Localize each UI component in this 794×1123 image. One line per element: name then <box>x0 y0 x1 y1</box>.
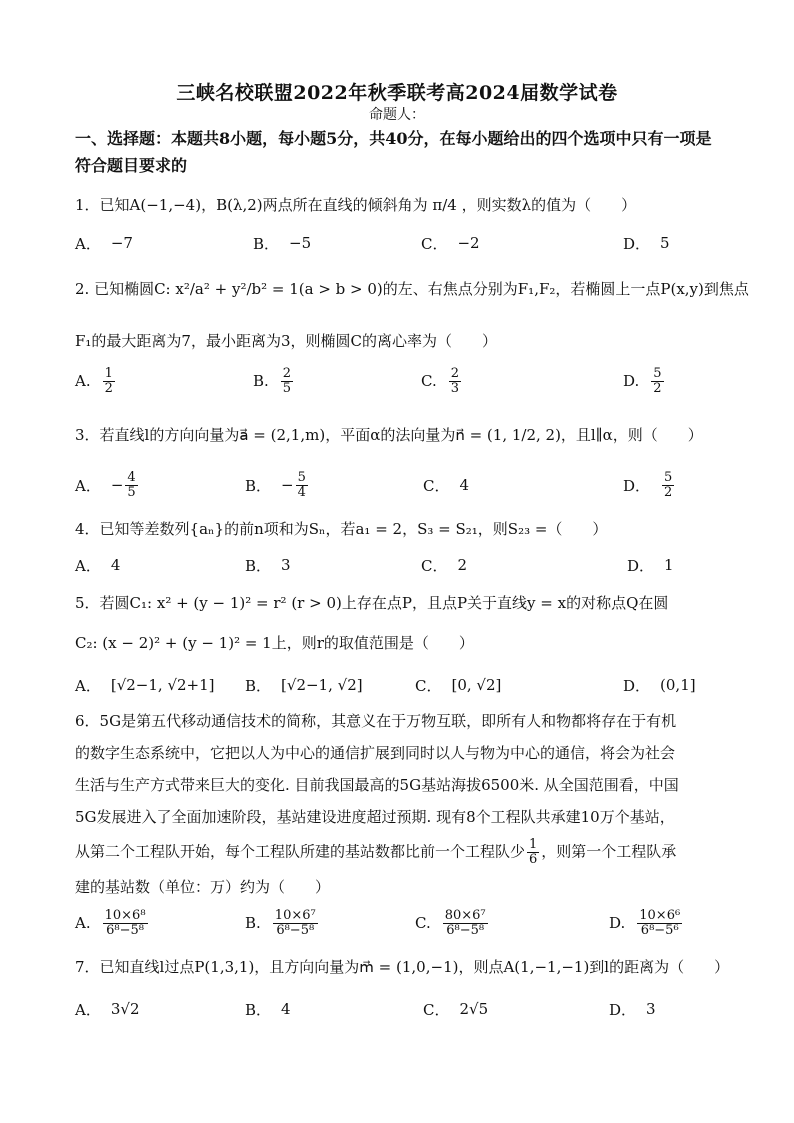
question-6-line1: 6．5G是第五代移动通信技术的简称，其意义在于万物互联，即所有人和物都将存在于有机 <box>75 712 677 730</box>
question-7-options <box>75 994 735 1024</box>
q7-option-a: A． 3√2 <box>75 1000 140 1019</box>
q2-option-a: A. $\frac{1}{2}$ <box>75 365 113 396</box>
q5-option-c: C． [0, √2] <box>415 676 502 695</box>
question-2-stem-line1: 2. 已知椭圆C: x²/a² + y²/b² = 1(a > b > 0)的左、右焦点分别为F₁,F₂，若椭圆上一点P(x,y)到焦点 <box>75 280 749 298</box>
q4-option-d: D． 1 <box>627 556 674 575</box>
q7-option-d: D． 3 <box>609 1000 656 1019</box>
q4-option-c: C． 2 <box>421 556 468 575</box>
q1-option-b: B． −5 <box>253 234 312 253</box>
question-1-options <box>75 228 735 258</box>
question-2-stem-line2: F₁的最大距离为7，最小距离为3，则椭圆C的离心率为（ ） <box>75 332 497 350</box>
question-4-options <box>75 550 735 580</box>
q3-option-c: C． 4 <box>423 476 470 495</box>
q4-option-b: B． 3 <box>245 556 291 575</box>
q5-option-b: B． [√2−1, √2] <box>245 676 363 695</box>
question-7-stem: 7．已知直线l过点P(1,3,1)，且方向向量为m⃗ = (1,0,−1)，则点A(1,−1,−1)到l的距离为（ ） <box>75 958 730 976</box>
section-heading-line2: 符合题目要求的 <box>75 156 188 175</box>
q5-option-a: A． [√2−1, √2+1] <box>75 676 215 695</box>
q6-option-a: A. $\frac{\text{10×6⁸}}{\text{6⁸−5⁸}}$ <box>75 907 146 938</box>
question-6-line2: 的数字生态系统中，它把以人为中心的通信扩展到同时以人与物为中心的通信，将会为社会 <box>75 744 676 762</box>
q3-option-a: A． − $\frac{4}{5}$ <box>75 469 136 500</box>
exam-title: 三峡名校联盟2022年秋季联考高2024届数学试卷 <box>176 82 618 104</box>
question-3-options <box>75 470 735 500</box>
q3-option-d: D． $\frac{5}{2}$ <box>623 469 673 500</box>
q7-option-b: B． 4 <box>245 1000 291 1019</box>
q2-option-b: B. $\frac{2}{5}$ <box>253 365 292 396</box>
question-6-line5: 从第二个工程队开始，每个工程队所建的基站数都比前一个工程队少 $\frac{1}{6}$ ，则第一个工程队承 <box>75 837 677 867</box>
question-6-line3: 生活与生产方式带来巨大的变化. 目前我国最高的5G基站海拔6500米. 从全国范围看，中国 <box>75 776 679 794</box>
q2-option-c: C. $\frac{2}{3}$ <box>421 365 459 396</box>
question-2-options <box>75 366 735 396</box>
q6-option-c: C. $\frac{\text{80×6⁷}}{\text{6⁸−5⁸}}$ <box>415 907 486 938</box>
question-5-stem-line2: C₂: (x − 2)² + (y − 1)² = 1上，则r的取值范围是（ ） <box>75 634 474 652</box>
exam-author-line: 命题人： <box>369 107 425 123</box>
question-5-stem-line1: 5．若圆C₁: x² + (y − 1)² = r² (r > 0)上存在点P，且点P关于直线y = x的对称点Q在圆 <box>75 594 669 612</box>
q5-option-d: D． (0,1] <box>623 676 696 695</box>
question-6-line4: 5G发展进入了全面加速阶段，基站建设进度超过预期. 现有8个工程队共承建10万个基站， <box>75 808 675 826</box>
q1-option-c: C． −2 <box>421 234 480 253</box>
question-1-stem: 1．已知A(−1,−4)，B(λ,2)两点所在直线的倾斜角为 π/4 ，则实数λ的值为（ ） <box>75 196 637 214</box>
q1-option-a: A． −7 <box>75 234 133 253</box>
question-4-stem: 4．已知等差数列{aₙ}的前n项和为Sₙ，若a₁ = 2，S₃ = S₂₁，则S₂₃ =（ ） <box>75 520 608 538</box>
q7-option-c: C． 2√5 <box>423 1000 489 1019</box>
q6-option-b: B. $\frac{\text{10×6⁷}}{\text{6⁸−5⁸}}$ <box>245 907 316 938</box>
q6-option-d: D. $\frac{\text{10×6⁶}}{\text{6⁸−5⁶}}$ <box>609 907 681 938</box>
q1-option-d: D． 5 <box>623 234 670 253</box>
question-6-line6: 建的基站数（单位：万）约为（ ） <box>75 878 331 896</box>
section-heading-line1: 一、选择题：本题共8小题，每小题5分，共40分，在每小题给出的四个选项中只有一项是 <box>75 129 712 148</box>
q2-option-d: D. $\frac{5}{2}$ <box>623 365 662 396</box>
q3-option-b: B． − $\frac{5}{4}$ <box>245 469 306 500</box>
question-3-stem: 3．若直线l的方向向量为a⃗ = (2,1,m)，平面α的法向量为n⃗ = (1, 1/2, 2)，且l∥α，则（ ） <box>75 426 703 444</box>
question-5-options <box>75 670 735 700</box>
q4-option-a: A． 4 <box>75 556 121 575</box>
question-6-options <box>75 908 735 938</box>
